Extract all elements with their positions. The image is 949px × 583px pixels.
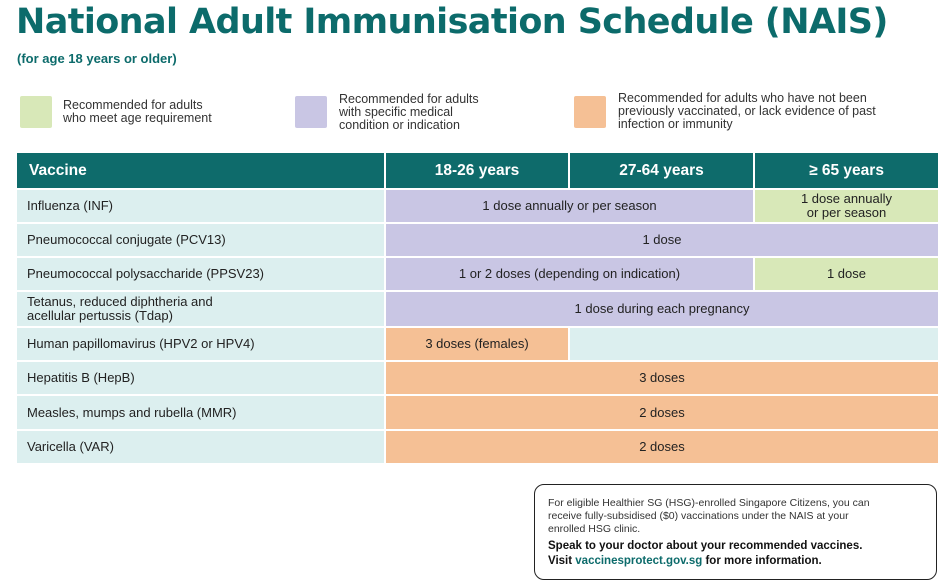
vaccinesprotect-link[interactable]: vaccinesprotect.gov.sg (575, 555, 703, 567)
table-row (17, 396, 938, 429)
dose-cell (386, 190, 753, 222)
table-header-row (17, 153, 938, 188)
legend-label-unvaccinated (618, 92, 938, 131)
legend-line: who meet age requirement (63, 111, 212, 125)
legend-line: Recommended for adults (339, 92, 479, 106)
info-box (534, 484, 937, 580)
dose-text: 1 dose annually or per season (482, 198, 657, 213)
legend-line: Recommended for adults who have not been (618, 91, 867, 105)
vaccine-name (17, 431, 384, 463)
table-row (17, 258, 938, 290)
vaccine-name-line: acellular pertussis (Tdap) (27, 308, 173, 323)
table-row (17, 292, 938, 326)
dose-text: 1 dose annually (800, 191, 893, 206)
legend-line: infection or immunity (618, 117, 733, 131)
legend-swatch-orange (574, 96, 606, 128)
header-vaccine: Vaccine (17, 153, 384, 188)
dose-cell (386, 362, 938, 394)
dose-text: 1 dose (642, 232, 682, 247)
visit-prefix: Visit (548, 555, 576, 567)
vaccine-name-line: Tetanus, reduced diphtheria and (27, 294, 213, 309)
empty-cell (570, 328, 938, 360)
info-line: For eligible Healthier SG (HSG)-enrolled Singapore Citizens, you can (548, 497, 870, 509)
vaccine-name-line: Varicella (VAR) (27, 439, 114, 454)
dose-cell (386, 431, 938, 463)
vaccine-name-line: Measles, mumps and rubella (MMR) (27, 404, 237, 420)
visit-line (548, 554, 926, 569)
dose-text: 1 or 2 doses (depending on indication) (458, 266, 681, 281)
vaccine-name (17, 362, 384, 394)
legend-line: previously vaccinated, or lack evidence of past (618, 104, 876, 118)
vaccine-name (17, 224, 384, 256)
dose-cell (386, 292, 938, 326)
dose-cell (386, 396, 938, 429)
legend-swatch-purple (295, 96, 327, 128)
vaccine-name-line: Influenza (INF) (27, 198, 113, 213)
dose-cell (386, 224, 938, 256)
page-subtitle: (for age 18 years or older) (17, 51, 177, 66)
hsg-info (548, 497, 926, 536)
vaccine-name (17, 258, 384, 290)
header-27-64: 27-64 years (570, 153, 753, 188)
vaccine-name (17, 328, 384, 360)
dose-cell (755, 258, 938, 290)
legend-swatch-green (20, 96, 52, 128)
dose-cell (386, 258, 753, 290)
dose-text: 2 doses (639, 439, 685, 454)
legend-line: with specific medical (339, 105, 453, 119)
info-line: receive fully-subsidised ($0) vaccinations under the NAIS at your (548, 510, 849, 522)
header-65-plus: ≥ 65 years (755, 153, 938, 188)
vaccine-name-line: Human papillomavirus (HPV2 or HPV4) (27, 336, 255, 351)
table-row (17, 328, 938, 360)
vaccine-name (17, 292, 384, 326)
dose-text: 1 dose during each pregnancy (574, 301, 750, 316)
dose-text: 3 doses (639, 370, 685, 385)
vaccine-name (17, 190, 384, 222)
dose-text: 3 doses (females) (425, 336, 529, 351)
table-row (17, 190, 938, 222)
dose-text: 1 dose (826, 266, 867, 281)
dose-cell (386, 328, 568, 360)
dose-cell (755, 190, 938, 222)
vaccine-name-line: Pneumococcal conjugate (PCV13) (27, 232, 226, 247)
table-row (17, 431, 938, 463)
table-row (17, 362, 938, 394)
info-line: enrolled HSG clinic. (548, 523, 641, 535)
legend-line: condition or indication (339, 118, 460, 132)
dose-text: or per season (806, 205, 887, 220)
vaccine-name (17, 396, 384, 429)
speak-to-doctor: Speak to your doctor about your recommended vaccines. (548, 540, 863, 552)
page-title: National Adult Immunisation Schedule (NAIS) (16, 2, 888, 42)
visit-suffix: for more information. (702, 555, 822, 567)
dose-text: 2 doses (639, 404, 685, 420)
header-18-26: 18-26 years (386, 153, 568, 188)
legend-line: Recommended for adults (63, 98, 203, 112)
table-row (17, 224, 938, 256)
vaccine-name-line: Pneumococcal polysaccharide (PPSV23) (27, 266, 265, 281)
vaccine-name-line: Hepatitis B (HepB) (27, 370, 135, 385)
